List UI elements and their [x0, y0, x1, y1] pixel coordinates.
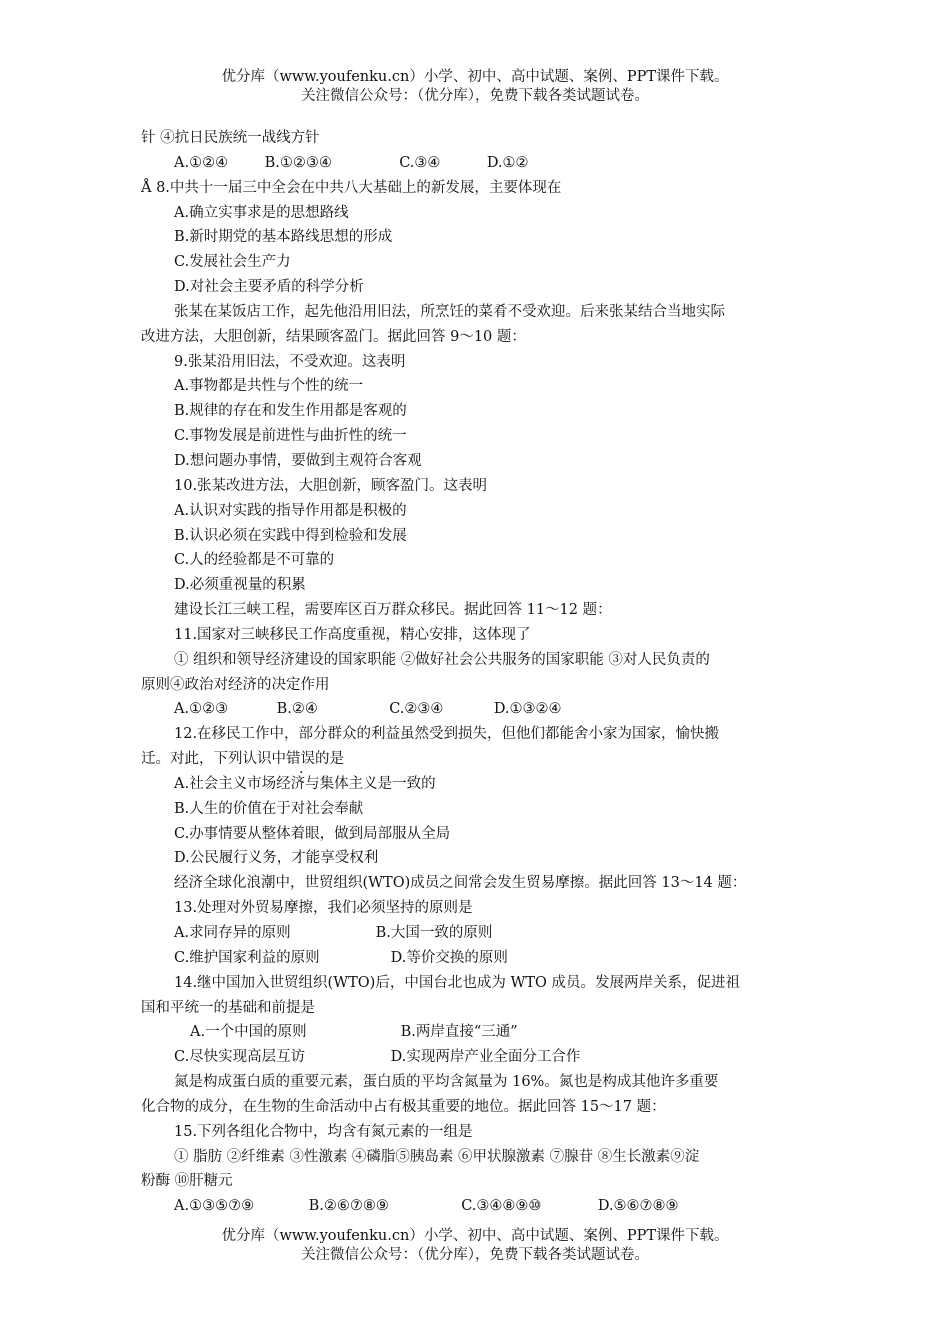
option-d: D.等价交换的原则 — [390, 949, 508, 966]
q12-emphasis-word: 错误 — [286, 751, 315, 768]
material-9-10-line-2: 改进方法，大胆创新，结果顾客盈门。据此回答 9～10 题： — [141, 328, 526, 345]
q10-option-c: C.人的经验都是不可靠的 — [174, 552, 335, 569]
q9-option-a: A.事物都是共性与个性的统一 — [174, 378, 364, 395]
material-15-17-line-2: 化合物的成分，在生物的生命活动中占有极其重要的地位。据此回答 15～17 题： — [141, 1098, 666, 1115]
option-c: C.维护国家利益的原则 — [174, 949, 320, 966]
q10-option-a: A.认识对实践的指导作用都是积极的 — [174, 502, 407, 519]
option-b: B.两岸直接“三通” — [400, 1024, 518, 1041]
option-b: B.①②③④ — [264, 154, 332, 171]
q10-option-d: D.必须重视量的积累 — [174, 577, 306, 594]
q14-options-row-1 — [141, 1020, 811, 1045]
q11-choices-line-2: 原则④政治对经济的决定作用 — [141, 676, 330, 693]
material-9-10-line-1: 张某在某饭店工作，起先他沿用旧法，所烹饪的菜肴不受欢迎。后来张某结合当地实际 — [174, 303, 725, 320]
q8-stem: Å 8.中共十一届三中全会在中共八大基础上的新发展，主要体现在 — [141, 179, 562, 196]
q15-options — [141, 1194, 811, 1219]
option-d: D.①② — [486, 154, 529, 171]
q7-options — [141, 151, 811, 176]
q9-option-d: D.想问题办事情，要做到主观符合客观 — [174, 452, 422, 469]
q8-option-d: D.对社会主要矛盾的科学分析 — [174, 279, 364, 296]
q13-options-row-1 — [141, 921, 811, 946]
q15-choices-line-1: ① 脂肪 ②纤维素 ③性激素 ④磷脂⑤胰岛素 ⑥甲状腺激素 ⑦腺苷 ⑧生长激素⑨淀 — [174, 1148, 700, 1165]
q12-stem-line-2 — [141, 747, 811, 772]
option-c: C.③④ — [399, 154, 441, 171]
q14-options-row-2 — [141, 1045, 811, 1070]
q11-options — [141, 697, 811, 722]
q15-choices-line-2: 粉酶 ⑩肝糖元 — [141, 1173, 233, 1190]
q11-stem: 11.国家对三峡移民工作高度重视，精心安排，这体现了 — [174, 626, 531, 643]
q12-option-a: A.社会主义市场经济与集体主义是一致的 — [174, 775, 436, 792]
option-b: B.②⑥⑦⑧⑨ — [308, 1198, 389, 1215]
document-body — [141, 126, 811, 1219]
q12-option-d: D.公民履行义务，才能享受权利 — [174, 850, 379, 867]
q8-option-a: A.确立实事求是的思想路线 — [174, 204, 349, 221]
q9-stem: 9.张某沿用旧法，不受欢迎。这表明 — [174, 353, 406, 370]
q12-stem-part-a: 迁。对此，下列认识中 — [141, 751, 286, 768]
q9-option-c: C.事物发展是前进性与曲折性的统一 — [174, 428, 407, 445]
page-header — [0, 68, 950, 106]
material-13-14: 经济全球化浪潮中，世贸组织(WTO)成员之间常会发生贸易摩擦。据此回答 13～14 题： — [174, 875, 747, 892]
q14-stem-line-1: 14.继中国加入世贸组织(WTO)后，中国台北也成为 WTO 成员。发展两岸关系，促进祖 — [174, 974, 741, 991]
option-d: D.①③②④ — [493, 701, 562, 718]
q12-stem-part-c: 的是 — [315, 751, 344, 768]
q8-option-b: B.新时期党的基本路线思想的形成 — [174, 229, 393, 246]
q9-option-b: B.规律的存在和发生作用都是客观的 — [174, 403, 407, 420]
option-a: A.①②③ — [174, 701, 229, 718]
option-d: D.⑤⑥⑦⑧⑨ — [597, 1198, 679, 1215]
q13-options-row-2 — [141, 946, 811, 971]
option-c: C.尽快实现高层互访 — [174, 1049, 306, 1066]
q12-stem-line-1: 12.在移民工作中，部分群众的利益虽然受到损失，但他们都能舍小家为国家，愉快搬 — [174, 726, 720, 743]
option-b: B.大国一致的原则 — [375, 925, 493, 941]
q12-option-c: C.办事情要从整体着眼，做到局部服从全局 — [174, 825, 451, 842]
option-a: A.①②④ — [174, 154, 229, 171]
header-line-2: 关注微信公众号：（优分库），免费下载各类试题试卷。 — [301, 88, 649, 104]
q10-stem: 10.张某改进方法，大胆创新，顾客盈门。这表明 — [174, 477, 488, 494]
q14-stem-line-2: 国和平统一的基础和前提是 — [141, 999, 315, 1016]
option-c: C.②③④ — [389, 701, 444, 718]
option-a: A.一个中国的原则 — [190, 1024, 307, 1041]
q12-option-b: B.人生的价值在于对社会奉献 — [174, 800, 364, 817]
q13-stem: 13.处理对外贸易摩擦，我们必须坚持的原则是 — [174, 900, 473, 917]
option-b: B.②④ — [276, 701, 318, 718]
option-a: A.①③⑤⑦⑨ — [174, 1198, 255, 1215]
q8-option-c: C.发展社会生产力 — [174, 254, 291, 271]
footer-line-1: 优分库（www.youfenku.cn）小学、初中、高中试题、案例、PPT课件下载。 — [221, 1228, 729, 1244]
option-c: C.③④⑧⑨⑩ — [461, 1198, 542, 1215]
q11-choices-line-1: ① 组织和领导经济建设的国家职能 ②做好社会公共服务的国家职能 ③对人民负责的 — [174, 651, 710, 668]
material-15-17-line-1: 氮是构成蛋白质的重要元素，蛋白质的平均含氮量为 16%。氮也是构成其他许多重要 — [174, 1074, 719, 1091]
footer-line-2: 关注微信公众号：（优分库），免费下载各类试题试卷。 — [301, 1247, 649, 1263]
q15-stem: 15.下列各组化合物中，均含有氮元素的一组是 — [174, 1123, 473, 1140]
header-line-1: 优分库（www.youfenku.cn）小学、初中、高中试题、案例、PPT课件下载。 — [221, 69, 729, 85]
option-d: D.实现两岸产业全面分工合作 — [390, 1049, 581, 1066]
q10-option-b: B.认识必须在实践中得到检验和发展 — [174, 527, 407, 544]
option-a: A.求同存异的原则 — [174, 925, 291, 941]
material-11-12: 建设长江三峡工程，需要库区百万群众移民。据此回答 11～12 题： — [174, 602, 612, 619]
page-footer — [0, 1227, 950, 1265]
q7-tail-text: 针 ④抗日民族统一战线方针 — [141, 130, 320, 146]
